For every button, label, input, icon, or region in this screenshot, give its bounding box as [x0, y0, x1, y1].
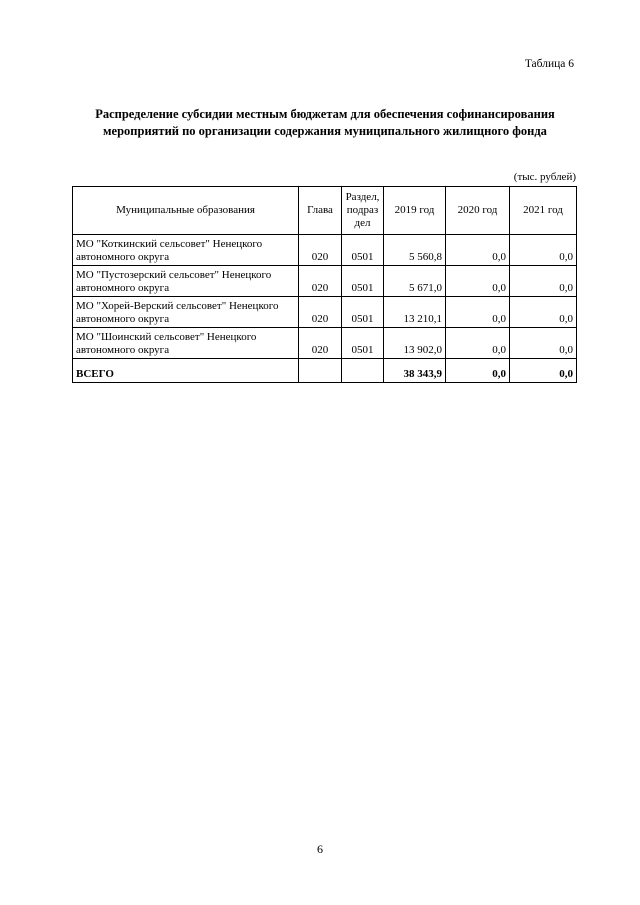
- cell-razdel: 0501: [342, 297, 384, 328]
- table-row: [73, 328, 577, 359]
- cell-total-2021: 0,0: [510, 359, 577, 383]
- cell-razdel: 0501: [342, 235, 384, 266]
- col-header-razdel: Раздел, подраз дел: [342, 187, 384, 235]
- table-label: Таблица 6: [524, 58, 574, 70]
- cell-total-glava: [299, 359, 342, 383]
- cell-municipality: МО "Пустозерский сельсовет" Ненецкого автономного округа: [73, 266, 299, 297]
- cell-2021: 0,0: [510, 235, 577, 266]
- table-header-row: [73, 187, 577, 235]
- cell-razdel: 0501: [342, 328, 384, 359]
- cell-glava: 020: [299, 266, 342, 297]
- col-header-2021: 2021 год: [510, 187, 577, 235]
- cell-2020: 0,0: [446, 266, 510, 297]
- cell-2020: 0,0: [446, 328, 510, 359]
- document-title: Распределение субсидии местным бюджетам для обеспечения софинансирования мероприятий по организации содержания муниципального жилищного фонда: [95, 107, 555, 138]
- cell-municipality: МО "Коткинский сельсовет" Ненецкого автономного округа: [73, 235, 299, 266]
- cell-2019: 13 902,0: [384, 328, 446, 359]
- cell-total-razdel: [342, 359, 384, 383]
- cell-2019: 13 210,1: [384, 297, 446, 328]
- cell-total-label: ВСЕГО: [73, 359, 299, 383]
- table-row: [73, 235, 577, 266]
- cell-2021: 0,0: [510, 266, 577, 297]
- table-row: [73, 297, 577, 328]
- page-number: 6: [317, 842, 323, 856]
- cell-glava: 020: [299, 328, 342, 359]
- cell-2021: 0,0: [510, 328, 577, 359]
- table-row: [73, 266, 577, 297]
- cell-total-2019: 38 343,9: [384, 359, 446, 383]
- cell-total-2020: 0,0: [446, 359, 510, 383]
- col-header-2020: 2020 год: [446, 187, 510, 235]
- col-header-2019: 2019 год: [384, 187, 446, 235]
- table-total-row: [73, 359, 577, 383]
- cell-2021: 0,0: [510, 297, 577, 328]
- cell-glava: 020: [299, 235, 342, 266]
- cell-2020: 0,0: [446, 235, 510, 266]
- subsidy-table: [72, 186, 577, 383]
- cell-razdel: 0501: [342, 266, 384, 297]
- cell-2020: 0,0: [446, 297, 510, 328]
- cell-2019: 5 671,0: [384, 266, 446, 297]
- cell-municipality: МО "Шоинский сельсовет" Ненецкого автономного округа: [73, 328, 299, 359]
- units-label: (тыс. рублей): [513, 171, 576, 183]
- cell-glava: 020: [299, 297, 342, 328]
- col-header-municipality: Муниципальные образования: [73, 187, 299, 235]
- cell-municipality: МО "Хорей-Верский сельсовет" Ненецкого автономного округа: [73, 297, 299, 328]
- cell-2019: 5 560,8: [384, 235, 446, 266]
- col-header-glava: Глава: [299, 187, 342, 235]
